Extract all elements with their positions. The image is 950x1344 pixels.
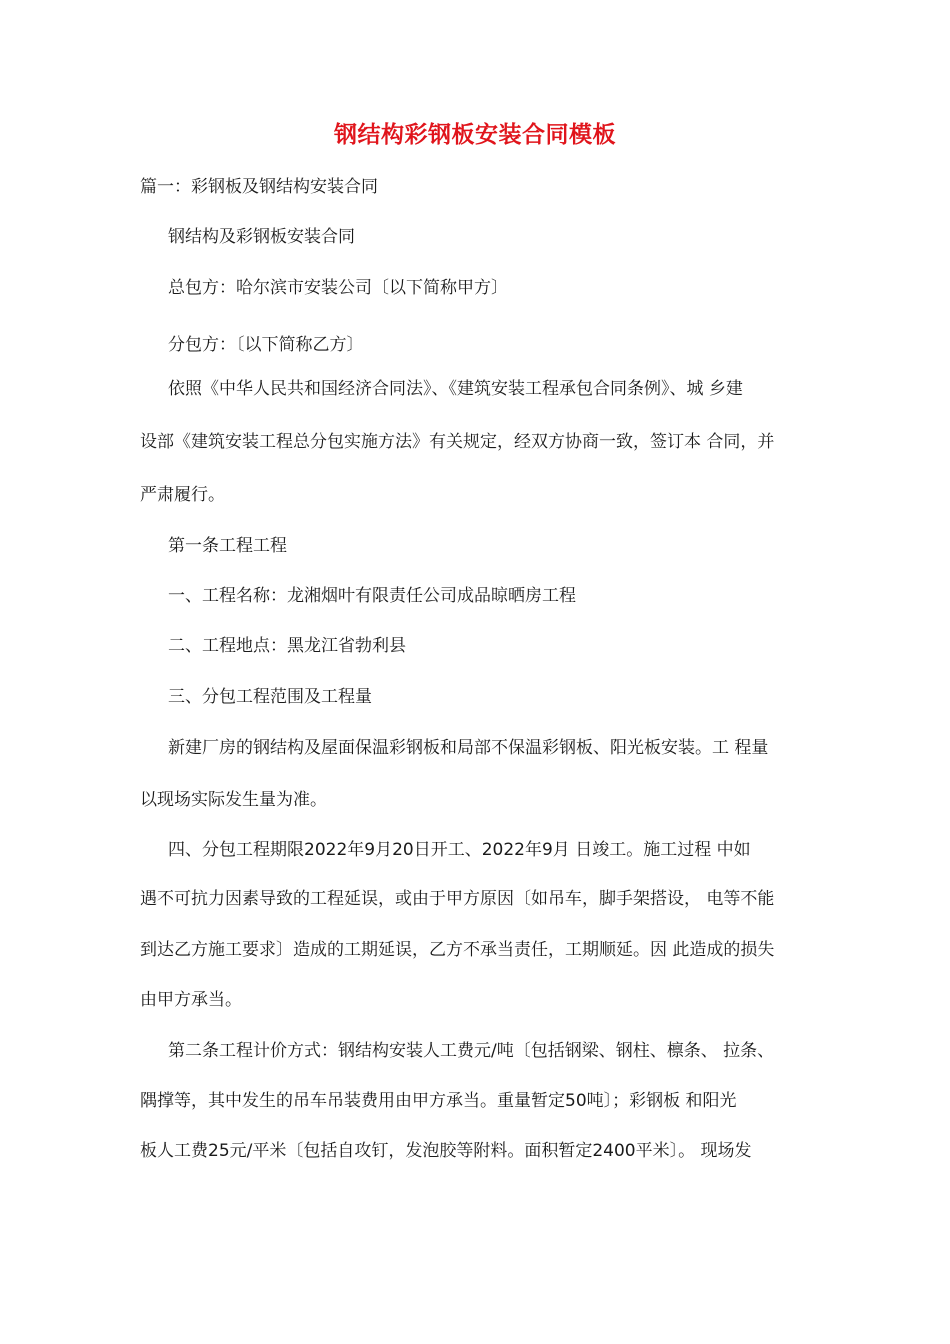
article-heading: 第二条工程计价方式：钢结构安装人工费元/吨〔包括钢梁、钢柱、檩条、 拉条、 xyxy=(168,1041,775,1061)
document-title: 钢结构彩钢板安装合同模板 xyxy=(334,121,616,148)
paragraph-line: 设部《建筑安装工程总分包实施方法》有关规定，经双方协商一致，签订本 合同，并 xyxy=(140,432,775,452)
list-item: 一、工程名称：龙湘烟叶有限责任公司成品晾晒房工程 xyxy=(168,586,576,606)
section-heading: 篇一：彩钢板及钢结构安装合同 xyxy=(140,177,378,197)
party-b-line: 分包方：〔以下简称乙方〕 xyxy=(168,335,364,355)
contract-title: 钢结构及彩钢板安装合同 xyxy=(168,227,355,247)
article-heading: 第一条工程工程 xyxy=(168,536,287,556)
paragraph-line: 四、分包工程期限2022年9月20日开工、2022年9月 日竣工。施工过程 中如 xyxy=(168,840,751,860)
paragraph-line: 到达乙方施工要求〕造成的工期延误，乙方不承当责任，工期顺延。因 此造成的损失 xyxy=(140,940,775,960)
paragraph-line: 以现场实际发生量为准。 xyxy=(140,790,327,810)
paragraph-line: 隅撑等，其中发生的吊车吊装费用由甲方承当。重量暂定50吨〕；彩钢板 和阳光 xyxy=(140,1091,737,1111)
paragraph-line: 由甲方承当。 xyxy=(140,990,242,1010)
paragraph-line: 依照《中华人民共和国经济合同法》、《建筑安装工程承包合同条例》、城 乡建 xyxy=(168,379,743,399)
paragraph-line: 板人工费25元/平米〔包括自攻钉，发泡胶等附料。面积暂定2400平米〕。 现场发 xyxy=(140,1141,752,1161)
list-item: 二、工程地点：黑龙江省勃利县 xyxy=(168,636,406,656)
paragraph-line: 遇不可抗力因素导致的工程延误，或由于甲方原因〔如吊车，脚手架搭设， 电等不能 xyxy=(140,889,775,909)
paragraph-line: 新建厂房的钢结构及屋面保温彩钢板和局部不保温彩钢板、阳光板安装。工 程量 xyxy=(168,738,769,758)
list-item: 三、分包工程范围及工程量 xyxy=(168,687,372,707)
paragraph-line: 严肃履行。 xyxy=(140,485,225,505)
party-a-line: 总包方：哈尔滨市安装公司〔以下简称甲方〕 xyxy=(168,278,508,298)
